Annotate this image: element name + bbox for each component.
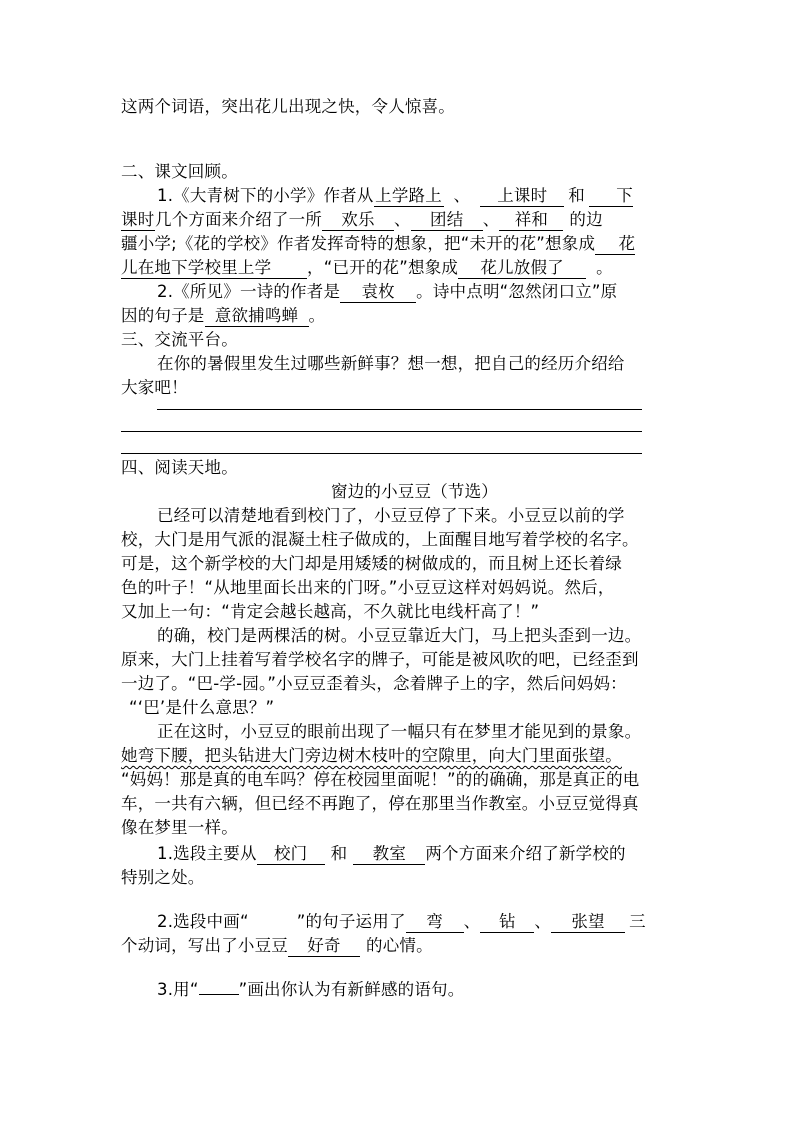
passage-line: “妈妈！那是真的电车吗？停在校园里面呢！”的的确确，那是真正的电 — [121, 770, 640, 789]
passage-line: 又加上一句：“肯定会越长越高，不久就比电线杆高了！” — [121, 602, 540, 621]
passage-line: 色的叶子！“从地里面长出来的门呀。”小豆豆这样对妈妈说。然后， — [121, 578, 615, 597]
answer-blank: 好奇 — [288, 936, 360, 957]
section-2-heading: 二、课文回顾。 — [121, 162, 238, 181]
answer-blank: 钻 — [480, 912, 534, 933]
answer-blank: 祥和 — [499, 210, 563, 231]
answer-blank: 下 — [589, 186, 633, 207]
answer-blank: 袁枚 — [340, 282, 416, 303]
answer-blank: 欢乐 — [322, 210, 394, 231]
section-3-heading: 三、交流平台。 — [121, 330, 238, 349]
answer-blank: 花 — [595, 234, 635, 255]
answer-blank: 上课时 — [480, 186, 564, 207]
answer-blank: 团结 — [411, 210, 483, 231]
passage-line: 的确，校门是两棵活的树。小豆豆靠近大门，马上把头歪到一边。 — [157, 626, 642, 645]
passage-line: 原来，大门上挂着写着学校名字的牌子，可能是被风吹的吧，已经歪到 — [121, 650, 639, 669]
sec2-q2-line2: 因的句子是 意欲捕鸣蝉 。 — [121, 306, 326, 325]
passage-line: 正在这时，小豆豆的眼前出现了一幅只有在梦里才能见到的景象。 — [157, 722, 642, 741]
sec4-q1-line2: 特别之处。 — [121, 868, 205, 887]
answer-blank: 张望 — [551, 912, 625, 933]
straight-line-sample — [199, 980, 239, 995]
writing-line[interactable] — [121, 453, 642, 454]
writing-line[interactable] — [157, 409, 642, 410]
sec2-q1-line3: 疆小学;《花的学校》作者发挥奇特的想象，把“未开的花”想象成 花 — [121, 234, 636, 253]
passage-line: 像在梦里一样。 — [121, 818, 238, 837]
writing-line[interactable] — [121, 431, 642, 432]
section-4-heading: 四、阅读天地。 — [121, 458, 238, 477]
answer-blank: 校门 — [257, 844, 325, 865]
answer-blank: 课时 — [121, 210, 155, 229]
passage-line: “‘巴’是什么意思？” — [129, 698, 275, 717]
passage-line: 校，大门是用气派的混凝土柱子做成的，上面醒目地写着学校的名字。 — [121, 530, 639, 549]
answer-blank: 弯 — [406, 912, 464, 933]
sec2-q2-line1: 2.《所见》一诗的作者是 袁枚 。诗中点明“忽然闭口立”原 — [157, 282, 618, 301]
answer-blank: 意欲捕鸣蝉 — [205, 306, 309, 327]
sec4-q3-line: 3.用“ ”画出你认为有新鲜感的语句。 — [157, 980, 465, 999]
passage-line: 已经可以清楚地看到校门了，小豆豆停了下来。小豆豆以前的学 — [157, 506, 625, 525]
sec4-q2-line1: 2.选段中画“ ”的句子运用了 弯 、 钻 、 张望 三 — [157, 912, 646, 931]
passage-line: 一边了。“巴-学-园。”小豆豆歪着头，念着牌子上的字，然后问妈妈： — [121, 674, 627, 693]
passage-line: 可是，这个新学校的大门却是用矮矮的树做成的，而且树上还长着绿 — [121, 554, 622, 573]
sec2-q1-line4: 儿在地下学校里上学 ，“已开的花”想象成 花儿放假了 。 — [121, 258, 613, 277]
sec4-q2-line2: 个动词，写出了小豆豆 好奇 的心情。 — [121, 936, 433, 955]
passage-line-wavy-underlined: 她弯下腰，把头钻进大门旁边树木枝叶的空隙里，向大门里面张望。 — [121, 746, 622, 765]
sec4-q1-line1: 1.选段主要从 校门 和 教室 两个方面来介绍了新学校的 — [157, 844, 626, 863]
sec2-q1-line1: 1.《大青树下的小学》作者从上学路上 、 上课时 和 下 — [157, 186, 633, 205]
answer-blank: 花儿放假了 — [458, 258, 586, 279]
sec2-q1-line2: 课时几个方面来介绍了一所 欢乐 、 团结 、 祥和 的边 — [121, 210, 603, 229]
sec3-prompt-line2: 大家吧！ — [121, 378, 188, 397]
answer-blank: 上学路上 — [375, 186, 442, 205]
sec3-prompt-line1: 在你的暑假里发生过哪些新鲜事？想一想，把自己的经历介绍给 — [157, 354, 625, 373]
answer-blank: 儿在地下学校里上学 — [121, 258, 307, 279]
intro-line: 这两个词语，突出花儿出现之快，令人惊喜。 — [121, 97, 455, 116]
answer-blank: 教室 — [353, 844, 425, 865]
passage-title: 窗边的小豆豆（节选） — [331, 482, 498, 501]
passage-line: 车，一共有六辆，但已经不再跑了，停在那里当作教室。小豆豆觉得真 — [121, 794, 639, 813]
wavy-line-sample — [249, 913, 297, 927]
